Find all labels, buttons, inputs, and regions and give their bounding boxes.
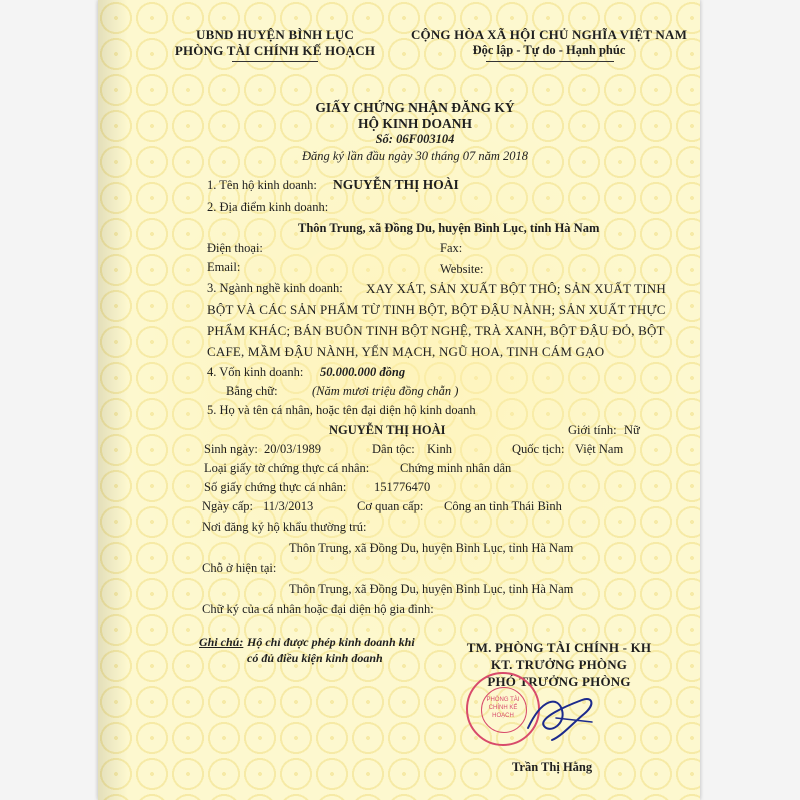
fax-label: Fax: [440, 241, 463, 255]
website-label: Website: [440, 262, 484, 276]
signer-line2: KT. TRƯỞNG PHÒNG [490, 657, 628, 672]
header-right-line2: Độc lập - Tự do - Hạnh phúc [472, 43, 626, 57]
representative-name: NGUYỄN THỊ HOÀI [329, 423, 446, 437]
nationality-label: Quốc tịch: [512, 442, 565, 456]
signer-name: Trần Thị Hằng [512, 760, 593, 774]
business-address-label: 2. Địa điểm kinh doanh: [207, 200, 329, 214]
capital-words-label: Bằng chữ: [226, 384, 278, 398]
issuing-agency-label: Cơ quan cấp: [357, 499, 424, 513]
seal-inner-text: PHÒNG TÀI CHÍNH KẾ HOẠCH [486, 697, 520, 719]
note-label: Ghi chú: [199, 635, 244, 649]
nationality-value: Việt Nam [575, 442, 624, 456]
representative-label: 5. Họ và tên cá nhân, hoặc tên đại diện hộ kinh doanh [207, 403, 476, 417]
issue-date-label: Ngày cấp: [202, 499, 254, 513]
signer-line3: PHÓ TRƯỞNG PHÒNG [487, 674, 631, 689]
business-lines-line4: CAFE, MẦM ĐẬU NÀNH, YẾN MẠCH, NGŨ HOA, TINH CÁM GẠO [207, 344, 605, 359]
current-address-value: Thôn Trung, xã Đồng Du, huyện Bình Lục, tỉnh Hà Nam [289, 582, 574, 596]
capital-value: 50.000.000 đồng [320, 365, 406, 379]
certificate-number: Số: 06F003104 [375, 132, 455, 146]
header-left-underline [232, 61, 318, 62]
business-name-value: NGUYỄN THỊ HOÀI [333, 177, 459, 192]
business-lines-line1: XAY XÁT, SẢN XUẤT BỘT THÔ; SẢN XUẤT TINH [366, 281, 666, 296]
permanent-address-label: Nơi đăng ký hộ khẩu thường trú: [202, 520, 367, 534]
ethnicity-value: Kinh [427, 442, 452, 456]
id-type-value: Chứng minh nhân dân [400, 461, 512, 475]
header-left-line2: PHÒNG TÀI CHÍNH KẾ HOẠCH [174, 43, 376, 58]
business-lines-line2: BỘT VÀ CÁC SẢN PHẨM TỪ TINH BỘT, BỘT ĐẬU NÀNH; SẢN XUẤT THỰC [207, 302, 666, 317]
capital-label: 4. Vốn kinh doanh: [207, 365, 304, 379]
header-right-underline [486, 61, 614, 62]
id-number-label: Số giấy chứng thực cá nhân: [204, 480, 347, 494]
capital-words-value: (Năm mươi triệu đồng chẵn ) [312, 384, 459, 398]
document-title-line2: HỘ KINH DOANH [357, 116, 472, 131]
business-address-value: Thôn Trung, xã Đồng Du, huyện Bình Lục, tỉnh Hà Nam [298, 221, 600, 235]
handwritten-signature [522, 688, 602, 744]
email-label: Email: [207, 260, 241, 274]
note-line1: Hộ chỉ được phép kinh doanh khi [247, 635, 415, 649]
current-address-label: Chỗ ở hiện tại: [202, 561, 277, 575]
registration-date: Đăng ký lần đầu ngày 30 tháng 07 năm 2018 [301, 149, 529, 163]
header-left-line1: UBND HUYỆN BÌNH LỤC [195, 27, 354, 42]
header-right-line1: CỘNG HÒA XÃ HỘI CHỦ NGHĨA VIỆT NAM [410, 27, 688, 42]
id-type-label: Loại giấy tờ chứng thực cá nhân: [204, 461, 370, 475]
dob-value: 20/03/1989 [264, 442, 321, 456]
gender-label: Giới tính: [568, 423, 617, 437]
business-lines-label: 3. Ngành nghề kinh doanh: [207, 281, 343, 295]
gender-value: Nữ [624, 423, 640, 437]
phone-label: Điện thoại: [207, 241, 263, 255]
id-number-value: 151776470 [374, 480, 431, 494]
business-lines-line3: PHẨM KHÁC; BÁN BUÔN TINH BỘT NGHỆ, TRÀ XANH, BỘT ĐẬU ĐỎ, BỘT [207, 323, 665, 338]
permanent-address-value: Thôn Trung, xã Đồng Du, huyện Bình Lục, tỉnh Hà Nam [289, 541, 574, 555]
business-name-label: 1. Tên hộ kinh doanh: [207, 178, 317, 192]
issue-date-value: 11/3/2013 [263, 499, 314, 513]
issuing-agency-value: Công an tỉnh Thái Bình [444, 499, 562, 513]
signer-line1: TM. PHÒNG TÀI CHÍNH - KH [466, 640, 652, 655]
ethnicity-label: Dân tộc: [372, 442, 415, 456]
dob-label: Sinh ngày: [204, 442, 258, 456]
note-line2: có đủ điều kiện kinh doanh [247, 651, 383, 665]
document-title-line1: GIẤY CHỨNG NHẬN ĐĂNG KÝ [315, 100, 515, 115]
signature-label: Chữ ký của cá nhân hoặc đại diện hộ gia đình: [202, 602, 434, 616]
